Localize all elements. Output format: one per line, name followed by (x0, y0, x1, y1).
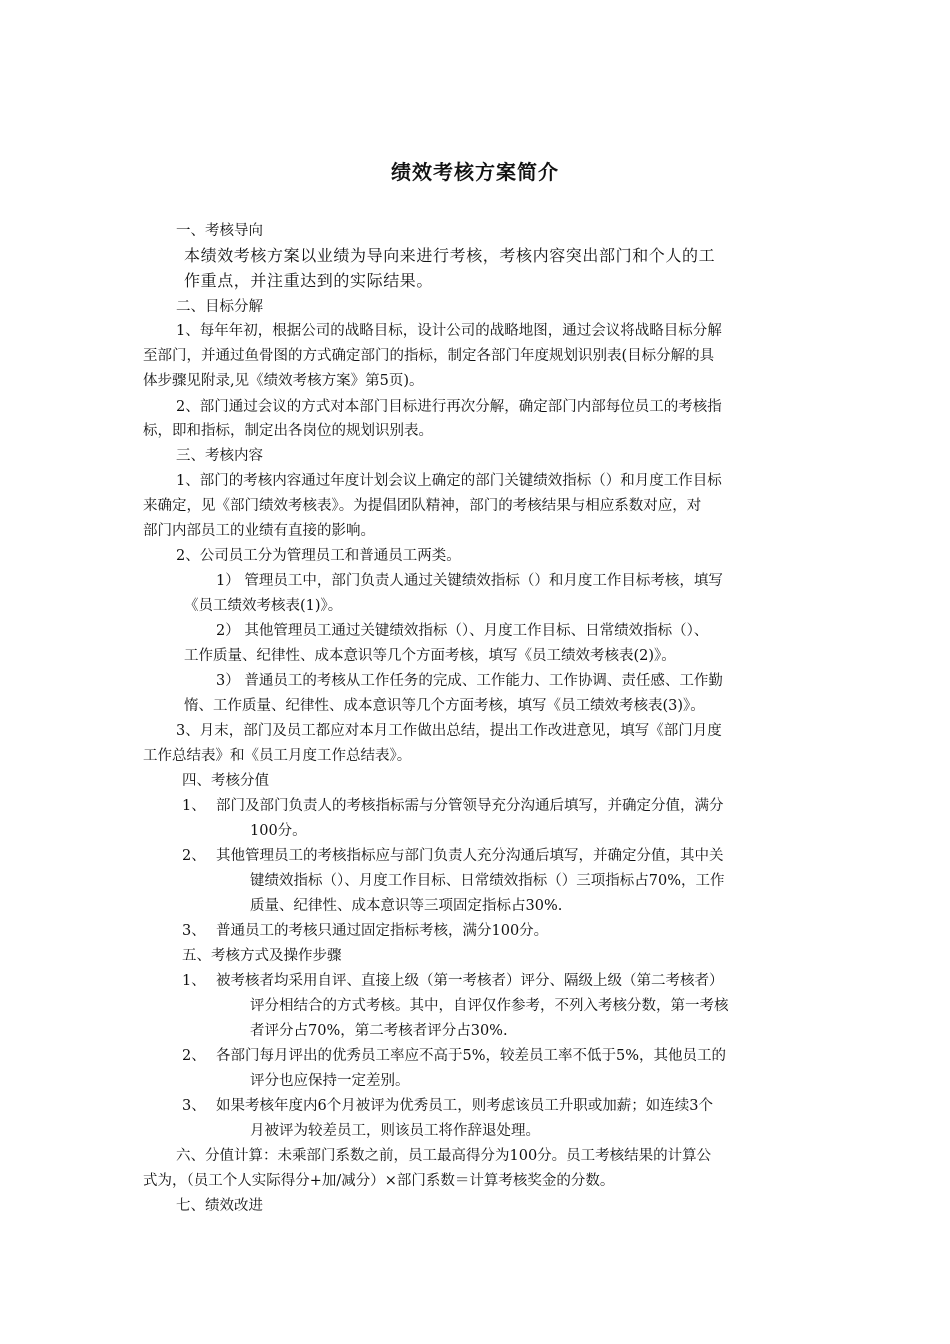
list-item-line: 1） 管理员工中，部门负责人通过关键绩效指标（）和月度工作目标考核，填写 (216, 573, 723, 589)
paragraph-line: 本绩效考核方案以业绩为导向来进行考核，考核内容突出部门和个人的工 (184, 246, 716, 265)
paragraph-line: 来确定，见《部门绩效考核表》。为提倡团队精神，部门的考核结果与相应系数对应，对 (143, 498, 702, 514)
list-item-line: 被考核者均采用自评、直接上级（第一考核者）评分、隔级上级（第二考核者） (216, 973, 724, 989)
list-item-line: 评分也应保持一定差别。 (250, 1073, 410, 1089)
list-number: 2、 (182, 1048, 206, 1064)
list-item-line: 如果考核年度内6个月被评为优秀员工，则考虑该员工升职或加薪；如连续3个 (216, 1098, 713, 1114)
list-number: 3、 (182, 923, 206, 939)
paragraph-line: 作重点，并注重达到的实际结果。 (184, 271, 434, 290)
list-number: 2、 (182, 848, 206, 864)
paragraph-line: 2、公司员工分为管理员工和普通员工两类。 (176, 548, 461, 564)
list-item-line: 质量、纪律性、成本意识等三项固定指标占30%. (250, 898, 563, 914)
paragraph-line: 式为，（员工个人实际得分+加/减分）×部门系数＝计算考核奖金的分数。 (143, 1173, 615, 1189)
paragraph-line: 体步骤见附录,见《绩效考核方案》第5页)。 (143, 373, 424, 389)
section-heading: 一、考核导向 (176, 223, 263, 239)
list-item-line: 工作质量、纪律性、成本意识等几个方面考核，填写《员工绩效考核表(2)》。 (184, 648, 676, 664)
list-number: 1、 (182, 973, 206, 989)
list-item-line: 部门及部门负责人的考核指标需与分管领导充分沟通后填写，并确定分值，满分 (216, 798, 724, 814)
list-item-line: 键绩效指标（）、月度工作目标、日常绩效指标（）三项指标占70%，工作 (250, 873, 725, 889)
paragraph-line: 标，即和指标，制定出各岗位的规划识别表。 (143, 423, 433, 439)
list-item-line: 者评分占70%，第二考核者评分占30%. (250, 1023, 508, 1039)
paragraph-line: 1、每年年初，根据公司的战略目标，设计公司的战略地图，通过会议将战略目标分解 (176, 323, 722, 339)
list-item-line: 100分。 (250, 823, 307, 839)
paragraph-line: 1、部门的考核内容通过年度计划会议上确定的部门关键绩效指标（）和月度工作目标 (176, 473, 722, 489)
list-item-line: 《员工绩效考核表(1)》。 (184, 598, 343, 614)
list-number: 1、 (182, 798, 206, 814)
list-item-line: 普通员工的考核只通过固定指标考核，满分100分。 (216, 923, 549, 939)
list-number: 3、 (182, 1098, 206, 1114)
paragraph-line: 2、部门通过会议的方式对本部门目标进行再次分解，确定部门内部每位员工的考核指 (176, 399, 722, 415)
section-heading: 二、目标分解 (176, 299, 263, 315)
list-item-line: 2） 其他管理员工通过关键绩效指标（）、月度工作目标、日常绩效指标（）、 (216, 623, 709, 639)
list-item-line: 3） 普通员工的考核从工作任务的完成、工作能力、工作协调、责任感、工作勤 (216, 673, 723, 689)
document-title: 绩效考核方案简介 (391, 160, 559, 184)
list-item-line: 惰、工作质量、纪律性、成本意识等几个方面考核，填写《员工绩效考核表(3)》。 (184, 698, 705, 714)
section-heading: 四、考核分值 (182, 773, 269, 789)
list-item-line: 月被评为较差员工，则该员工将作辞退处理。 (250, 1123, 540, 1139)
section-heading: 七、绩效改进 (176, 1198, 263, 1214)
paragraph-line: 部门内部员工的业绩有直接的影响。 (143, 523, 375, 539)
list-item-line: 其他管理员工的考核指标应与部门负责人充分沟通后填写，并确定分值，其中关 (216, 848, 724, 864)
paragraph-line: 3、月末，部门及员工都应对本月工作做出总结，提出工作改进意见，填写《部门月度 (176, 723, 722, 739)
list-item-line: 评分相结合的方式考核。其中，自评仅作参考，不列入考核分数，第一考核 (250, 998, 729, 1014)
paragraph-line: 至部门，并通过鱼骨图的方式确定部门的指标，制定各部门年度规划识别表(目标分解的具 (143, 348, 715, 364)
paragraph-line: 六、分值计算：未乘部门系数之前，员工最高得分为100分。员工考核结果的计算公 (176, 1148, 712, 1164)
section-heading: 五、考核方式及操作步骤 (182, 948, 342, 964)
paragraph-line: 工作总结表》和《员工月度工作总结表》。 (143, 748, 412, 764)
list-item-line: 各部门每月评出的优秀员工率应不高于5%，较差员工率不低于5%，其他员工的 (216, 1048, 727, 1064)
section-heading: 三、考核内容 (176, 448, 263, 464)
